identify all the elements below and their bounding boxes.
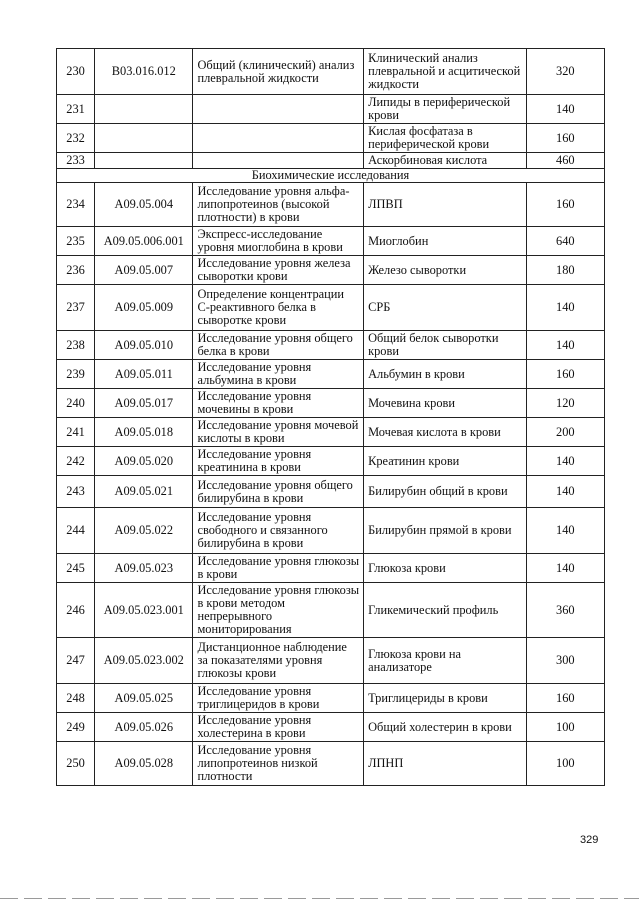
table-body-biochem: [57, 183, 605, 786]
service-name-cell: Исследование уровня холестерина в крови: [193, 713, 364, 742]
service-name-cell: [193, 124, 364, 153]
price-cell: 100: [526, 742, 604, 786]
table-row: [57, 227, 605, 256]
price-cell: 320: [526, 49, 604, 95]
short-name-cell: ЛПВП: [364, 183, 527, 227]
service-name-cell: [193, 95, 364, 124]
row-number-cell: 239: [57, 360, 95, 389]
section-title: Биохимические исследования: [57, 169, 605, 183]
service-name-cell: [193, 153, 364, 169]
table-row: [57, 95, 605, 124]
row-number-cell: 244: [57, 508, 95, 554]
table-row: [57, 742, 605, 786]
price-cell: 140: [526, 476, 604, 508]
short-name-cell: Билирубин общий в крови: [364, 476, 527, 508]
service-name-cell: Общий (клинический) анализ плевральной жидкости: [193, 49, 364, 95]
service-code-cell: A09.05.028: [95, 742, 193, 786]
price-cell: 180: [526, 256, 604, 285]
service-name-cell: Дистанционное наблюдение за показателями уровня глюкозы крови: [193, 638, 364, 684]
row-number-cell: 246: [57, 583, 95, 638]
service-code-cell: [95, 95, 193, 124]
price-cell: 140: [526, 331, 604, 360]
short-name-cell: СРБ: [364, 285, 527, 331]
service-name-cell: Определение концентрации C-реактивного белка в сыворотке крови: [193, 285, 364, 331]
short-name-cell: Альбумин в крови: [364, 360, 527, 389]
service-name-cell: Исследование уровня общего белка в крови: [193, 331, 364, 360]
table-row: [57, 124, 605, 153]
table-row: [57, 49, 605, 95]
table-row: [57, 508, 605, 554]
price-cell: 140: [526, 508, 604, 554]
price-cell: 160: [526, 684, 604, 713]
service-code-cell: A09.05.023.002: [95, 638, 193, 684]
short-name-cell: Креатинин крови: [364, 447, 527, 476]
table-row: [57, 447, 605, 476]
short-name-cell: Кислая фосфатаза в периферической крови: [364, 124, 527, 153]
short-name-cell: Липиды в периферической крови: [364, 95, 527, 124]
row-number-cell: 231: [57, 95, 95, 124]
service-name-cell: Исследование уровня альфа-липопротеинов (высокой плотности) в крови: [193, 183, 364, 227]
row-number-cell: 238: [57, 331, 95, 360]
service-code-cell: A09.05.021: [95, 476, 193, 508]
service-name-cell: Исследование уровня креатинина в крови: [193, 447, 364, 476]
price-cell: 160: [526, 124, 604, 153]
price-cell: 640: [526, 227, 604, 256]
service-code-cell: A09.05.004: [95, 183, 193, 227]
short-name-cell: Гликемический профиль: [364, 583, 527, 638]
service-code-cell: A09.05.023: [95, 554, 193, 583]
row-number-cell: 243: [57, 476, 95, 508]
price-cell: 140: [526, 554, 604, 583]
row-number-cell: 245: [57, 554, 95, 583]
service-name-cell: Исследование уровня глюкозы в крови методом непрерывного мониторирования: [193, 583, 364, 638]
service-name-cell: Исследование уровня свободного и связанного билирубина в крови: [193, 508, 364, 554]
service-name-cell: Исследование уровня глюкозы в крови: [193, 554, 364, 583]
section-header-body: [57, 169, 605, 183]
service-name-cell: Экспресс-исследование уровня миоглобина в крови: [193, 227, 364, 256]
service-code-cell: A09.05.023.001: [95, 583, 193, 638]
price-cell: 300: [526, 638, 604, 684]
table-row: [57, 331, 605, 360]
table-row: [57, 583, 605, 638]
table-row: [57, 360, 605, 389]
service-name-cell: Исследование уровня общего билирубина в крови: [193, 476, 364, 508]
table-row: [57, 638, 605, 684]
service-code-cell: A09.05.006.001: [95, 227, 193, 256]
price-cell: 100: [526, 713, 604, 742]
service-code-cell: [95, 153, 193, 169]
service-code-cell: A09.05.022: [95, 508, 193, 554]
table-row: [57, 418, 605, 447]
service-name-cell: Исследование уровня липопротеинов низкой плотности: [193, 742, 364, 786]
short-name-cell: Мочевина крови: [364, 389, 527, 418]
short-name-cell: Триглицериды в крови: [364, 684, 527, 713]
table-row: [57, 256, 605, 285]
row-number-cell: 234: [57, 183, 95, 227]
service-code-cell: A09.05.017: [95, 389, 193, 418]
row-number-cell: 230: [57, 49, 95, 95]
table-row: [57, 183, 605, 227]
row-number-cell: 240: [57, 389, 95, 418]
price-cell: 200: [526, 418, 604, 447]
service-code-cell: A09.05.025: [95, 684, 193, 713]
table-row: [57, 389, 605, 418]
service-code-cell: A09.05.007: [95, 256, 193, 285]
price-cell: 360: [526, 583, 604, 638]
row-number-cell: 250: [57, 742, 95, 786]
price-cell: 140: [526, 95, 604, 124]
service-name-cell: Исследование уровня альбумина в крови: [193, 360, 364, 389]
price-cell: 120: [526, 389, 604, 418]
row-number-cell: 235: [57, 227, 95, 256]
row-number-cell: 242: [57, 447, 95, 476]
row-number-cell: 241: [57, 418, 95, 447]
table-row: [57, 285, 605, 331]
short-name-cell: Аскорбиновая кислота: [364, 153, 527, 169]
row-number-cell: 237: [57, 285, 95, 331]
service-code-cell: B03.016.012: [95, 49, 193, 95]
bottom-divider: [0, 898, 639, 899]
table-row: [57, 153, 605, 169]
short-name-cell: Миоглобин: [364, 227, 527, 256]
page-number: 329: [580, 834, 599, 846]
service-code-cell: A09.05.026: [95, 713, 193, 742]
price-cell: 160: [526, 360, 604, 389]
service-code-cell: A09.05.009: [95, 285, 193, 331]
service-name-cell: Исследование уровня мочевины в крови: [193, 389, 364, 418]
short-name-cell: Глюкоза крови на анализаторе: [364, 638, 527, 684]
price-list-table: [56, 48, 605, 786]
row-number-cell: 232: [57, 124, 95, 153]
short-name-cell: Клинический анализ плевральной и асцитической жидкости: [364, 49, 527, 95]
service-name-cell: Исследование уровня железа сыворотки крови: [193, 256, 364, 285]
service-name-cell: Исследование уровня мочевой кислоты в крови: [193, 418, 364, 447]
table-row: [57, 684, 605, 713]
service-name-cell: Исследование уровня триглицеридов в крови: [193, 684, 364, 713]
row-number-cell: 233: [57, 153, 95, 169]
price-cell: 460: [526, 153, 604, 169]
table-body-top: [57, 49, 605, 169]
row-number-cell: 248: [57, 684, 95, 713]
short-name-cell: ЛПНП: [364, 742, 527, 786]
table-row: [57, 476, 605, 508]
table-row: [57, 554, 605, 583]
service-code-cell: A09.05.010: [95, 331, 193, 360]
service-code-cell: A09.05.020: [95, 447, 193, 476]
service-code-cell: A09.05.018: [95, 418, 193, 447]
price-cell: 140: [526, 447, 604, 476]
section-header-row: [57, 169, 605, 183]
row-number-cell: 247: [57, 638, 95, 684]
price-cell: 160: [526, 183, 604, 227]
row-number-cell: 249: [57, 713, 95, 742]
short-name-cell: Общий холестерин в крови: [364, 713, 527, 742]
short-name-cell: Общий белок сыворотки крови: [364, 331, 527, 360]
service-code-cell: A09.05.011: [95, 360, 193, 389]
table-row: [57, 713, 605, 742]
short-name-cell: Билирубин прямой в крови: [364, 508, 527, 554]
short-name-cell: Глюкоза крови: [364, 554, 527, 583]
short-name-cell: Железо сыворотки: [364, 256, 527, 285]
short-name-cell: Мочевая кислота в крови: [364, 418, 527, 447]
service-code-cell: [95, 124, 193, 153]
row-number-cell: 236: [57, 256, 95, 285]
price-cell: 140: [526, 285, 604, 331]
